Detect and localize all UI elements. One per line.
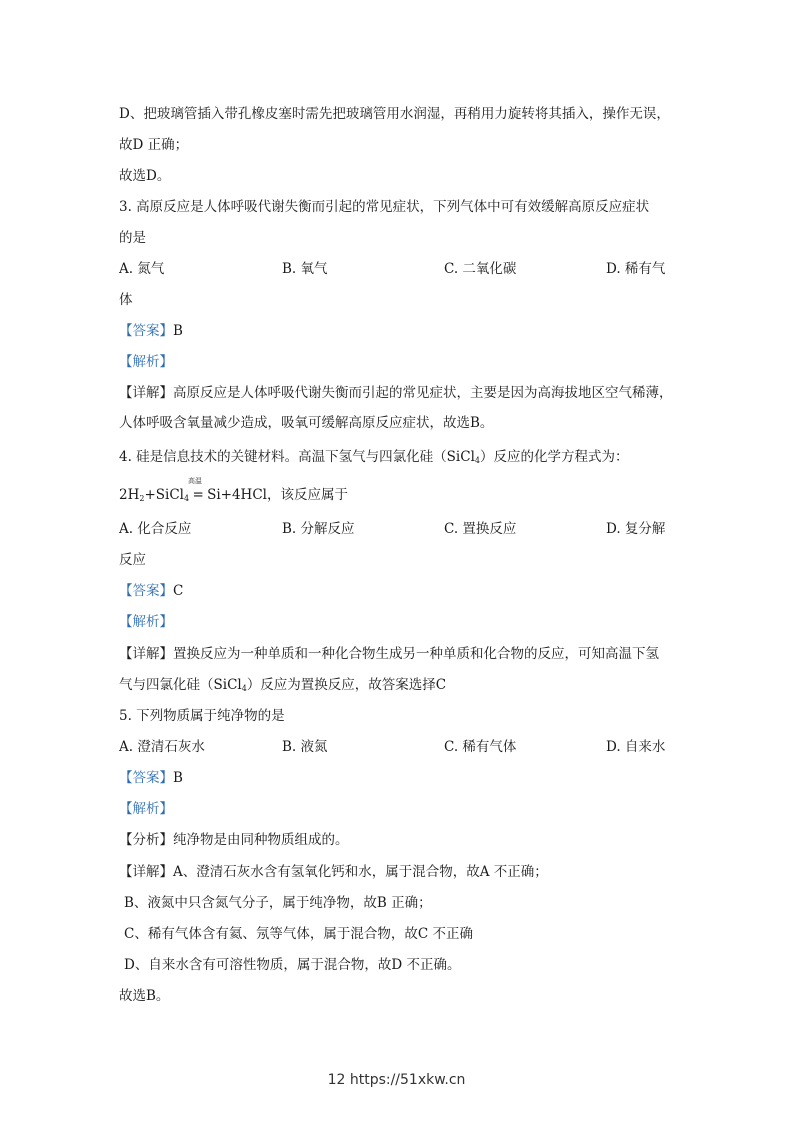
q3-option-c: C. 二氧化碳 <box>444 261 517 277</box>
q5-detail-c: C、稀有气体含有氦、氖等气体，属于混合物，故C 不正确 <box>124 926 473 942</box>
q3-detail-line2: 人体呼吸含氧量减少造成，吸氧可缓解高原反应症状，故选B。 <box>119 415 494 431</box>
answer-value: B <box>173 323 183 339</box>
q4-answer <box>119 581 183 601</box>
fenxi-label: 【分析】 <box>119 832 173 848</box>
answer-label: 【答案】 <box>119 770 173 786</box>
q4-eq-condition: 高温 <box>188 477 202 485</box>
q4-detail-line2 <box>119 675 446 699</box>
eq-right: Si+4HCl，该反应属于 <box>207 487 348 503</box>
detail-text-a: 气与四氯化硅（SiCl <box>119 677 242 693</box>
q5-stem: 5. 下列物质属于纯净物的是 <box>119 708 285 724</box>
detail-text: 高原反应是人体呼吸代谢失衡而引起的常见症状，主要是因为高海拔地区空气稀薄， <box>173 385 673 401</box>
detail-text: A、澄清石灰水含有氢氧化钙和水，属于混合物，故A 不正确； <box>173 864 548 880</box>
q5-option-c: C. 稀有气体 <box>444 739 517 755</box>
q5-detail-b: B、液氮中只含氮气分子，属于纯净物，故B 正确； <box>124 895 432 911</box>
detail-label: 【详解】 <box>119 385 173 401</box>
q4-stem-line1 <box>119 447 628 471</box>
q3-option-wrap: 体 <box>119 292 133 308</box>
page-footer: 12 https://51xkw.cn <box>327 1072 466 1088</box>
q5-option-a: A. 澄清石灰水 <box>119 739 205 755</box>
q3-stem-line2: 的是 <box>119 230 146 246</box>
q4-stem-text-a: 4. 硅是信息技术的关键材料。高温下氢气与四氯化硅（SiCl <box>119 449 475 465</box>
answer-label: 【答案】 <box>119 323 173 339</box>
fenxi-text: 纯净物是由同种物质组成的。 <box>173 832 349 848</box>
q5-answer <box>119 768 183 788</box>
answer-value: B <box>173 770 183 786</box>
detail-text-b: ）反应为置换反应，故答案选择C <box>246 677 447 693</box>
q4-option-b: B. 分解反应 <box>282 521 355 537</box>
eq-left-b: +SiCl <box>144 487 184 503</box>
q4-option-d: D. 复分解 <box>606 521 666 537</box>
q4-stem-sub: 4 <box>474 456 480 465</box>
q4-stem-text-b: ）反应的化学方程式为： <box>479 449 629 465</box>
q2-d-line1: D、把玻璃管插入带孔橡皮塞时需先把玻璃管用水润湿，再稍用力旋转将其插入，操作无误， <box>119 106 670 122</box>
q4-option-c: C. 置换反应 <box>444 521 517 537</box>
q3-option-d: D. 稀有气 <box>606 261 666 277</box>
detail-sub: 4 <box>241 684 247 693</box>
q4-analysis-label: 【解析】 <box>119 614 173 630</box>
q2-d-line2: 故D 正确； <box>119 137 189 153</box>
q4-detail-line1 <box>119 644 659 664</box>
q4-option-a: A. 化合反应 <box>119 521 192 537</box>
q4-option-wrap: 反应 <box>119 552 146 568</box>
q3-stem-line1: 3. 高原反应是人体呼吸代谢失衡而引起的常见症状，下列气体中可有效缓解高原反应症状 <box>119 199 650 215</box>
detail-label: 【详解】 <box>119 864 173 880</box>
q5-detail-d: D、自来水含有可溶性物质，属于混合物，故D 不正确。 <box>124 957 461 973</box>
q5-option-b: B. 液氮 <box>282 739 328 755</box>
eq-sign: = <box>192 487 204 503</box>
q3-detail-line1 <box>119 383 673 403</box>
q3-analysis-label: 【解析】 <box>119 354 173 370</box>
eq-left-a: 2H <box>119 487 140 503</box>
eq-left-sub1: 2 <box>139 494 145 503</box>
q5-choose: 故选B。 <box>119 988 170 1004</box>
q5-option-d: D. 自来水 <box>606 739 666 755</box>
q4-equation <box>119 485 348 509</box>
detail-text: 置换反应为一种单质和一种化合物生成另一种单质和化合物的反应，可知高温下氢 <box>173 646 659 662</box>
answer-value: C <box>173 583 184 599</box>
q3-option-a: A. 氮气 <box>119 261 165 277</box>
q5-fenxi <box>119 830 349 850</box>
q5-detail-a <box>119 862 548 882</box>
answer-label: 【答案】 <box>119 583 173 599</box>
q3-option-b: B. 氧气 <box>282 261 328 277</box>
q2-choose: 故选D。 <box>119 168 171 184</box>
q5-analysis-label: 【解析】 <box>119 801 173 817</box>
eq-left-sub2: 4 <box>184 494 190 503</box>
detail-label: 【详解】 <box>119 646 173 662</box>
q3-answer <box>119 321 183 341</box>
